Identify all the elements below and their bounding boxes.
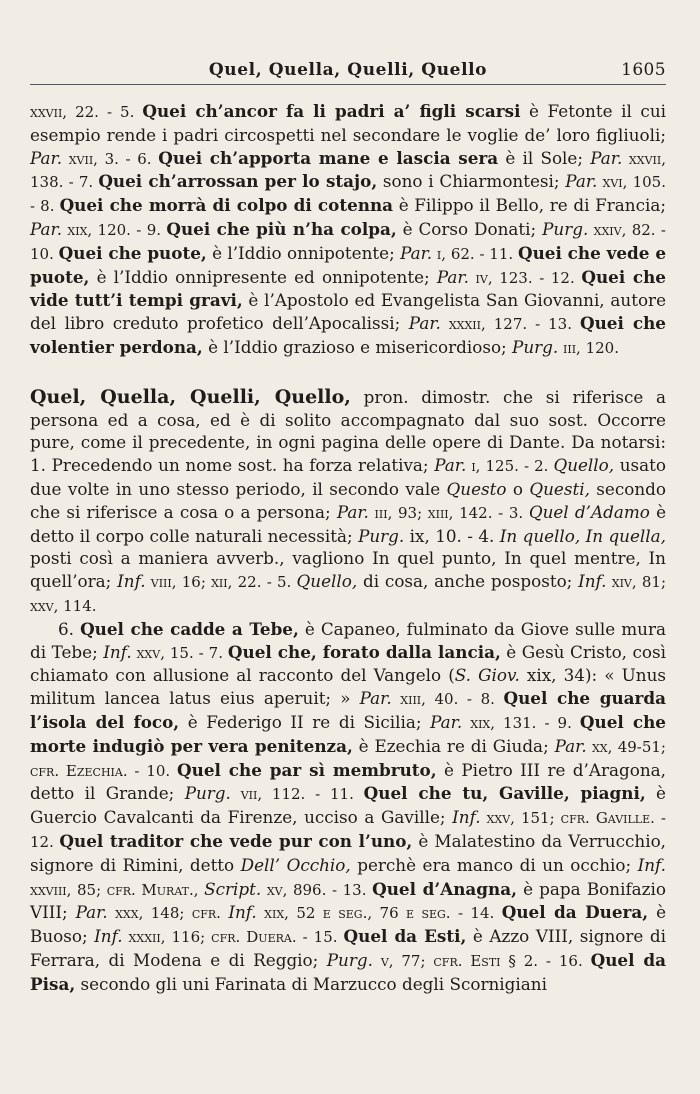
headword-text: Quei che puote, — [58, 242, 207, 263]
body-text-run: xx, 49-51; cfr. Ezechia. - 10. — [30, 737, 666, 780]
body-text-run: iii, 120. — [558, 338, 619, 357]
body-text-run: xix, 120. - 9. — [62, 220, 167, 239]
headword-text: Quel che tu, Gaville, piagni, — [363, 783, 646, 804]
headword-text: Quei ch’apporta mane e lascia sera — [158, 147, 499, 168]
body-text-run: è Guercio Cavalcanti da Firenze, ucciso a Gaville; — [30, 783, 666, 828]
body-text-run: è Fetonte il cui esempio rende i padri circospetti nel secondare le voglie de’ loro figliuoli; — [30, 101, 667, 145]
page-header — [30, 60, 666, 86]
body-text-run: è Federigo II re di Sicilia; — [179, 711, 431, 732]
headword-text: Quel, Quella, Quelli, Quello, — [30, 385, 351, 408]
citation-text: Par. — [554, 735, 587, 756]
body-text-run: iii, 93; xiii, 142. - 3. — [368, 503, 529, 522]
headword-text: Quel da Pisa, — [30, 949, 666, 994]
body-text-run: è detto il corpo colle naturali necessità; — [30, 501, 667, 546]
headword-text: Quel che morte indugiò per vera penitenza, — [30, 711, 666, 756]
citation-text: Par. — [336, 501, 369, 522]
headword-text: Quel da Duera, — [501, 902, 649, 923]
body-text-run: pron. dimostr. che si riferisce a persona ed a cosa, ed è di solito accompagnato dal suo sost. Occorre pure, come il precedente, in ogni pagina delle opere di Dante. Da notarsi: 1. Precedendo un nome sost. ha forza relativa; — [30, 386, 667, 476]
body-text-run: xxv, 15. - 7. — [131, 643, 228, 662]
header-rule — [30, 84, 666, 85]
citation-text: Questi, — [529, 478, 590, 499]
citation-text: Script. — [204, 878, 262, 899]
body-text-run: xxviii, 85; cfr. Murat., — [30, 880, 205, 899]
body-text-run: è Filippo il Bello, re di Francia; — [393, 195, 667, 216]
body-text-run: è Gesù Cristo, così chiamato con allusione al racconto del Vangelo ( — [30, 641, 666, 686]
body-text-run: xxx, 148; cfr. — [107, 904, 229, 923]
citation-text: Inf. — [103, 641, 132, 662]
dictionary-body — [30, 100, 666, 995]
running-head: Quel, Quella, Quelli, Quello — [208, 60, 488, 80]
body-text-run: xiv, 81; xxv, 114. — [30, 573, 666, 615]
body-text-run: xiii, 40. - 8. — [391, 690, 504, 709]
body-text-run: xxxii, 127. - 13. — [440, 315, 580, 334]
citation-text: Par. — [565, 171, 598, 192]
body-text-run: vii, 112. - 11. — [230, 785, 364, 804]
citation-text: Inf. — [228, 902, 257, 923]
body-text-run: è Ezechia re di Giuda; — [352, 735, 555, 756]
body-text-run: xv, 896. - 13. — [261, 880, 373, 899]
headword-text: Quel d’Anagna, — [372, 878, 517, 899]
citation-text: Par. — [408, 313, 441, 334]
body-text-run: i, 125. - 2. — [466, 457, 554, 476]
citation-text: S. Giov. — [454, 665, 520, 686]
citation-text: Purg. — [512, 336, 559, 357]
body-text-run: iv, 123. - 12. — [468, 268, 582, 287]
body-text-run: ix, 10. - 4. — [404, 525, 500, 546]
citation-text: Purg. — [184, 783, 231, 804]
body-text-run: viii, 16; xii, 22. - 5. — [145, 573, 297, 592]
paragraph-entry-main — [30, 386, 666, 618]
headword-text: Quel che, forato dalla lancia, — [227, 641, 501, 662]
paragraph-entry-senses — [30, 618, 666, 996]
body-text-run: o — [506, 478, 530, 499]
page — [30, 0, 666, 1094]
headword-text: Quei che vide tutt’i tempi gravi, — [30, 266, 666, 311]
headword-text: Quei che vede e puote, — [30, 242, 667, 287]
body-text-run: usato due volte in uno stesso periodo, il secondo vale — [30, 455, 666, 499]
body-text-run: è Malatestino da Verrucchio, signore di Rimini, detto — [30, 830, 667, 875]
body-text-run: xxiv, 82. - 10. — [30, 220, 666, 263]
headword-text: Quei che morrà di colpo di cotenna — [59, 195, 394, 216]
citation-text: Par. — [430, 711, 463, 732]
citation-text: Inf. — [452, 807, 481, 828]
headword-text: Quei che più n’ha colpa, — [166, 218, 397, 239]
citation-text: Inf. — [637, 854, 666, 875]
body-text-run: xxxii, 116; cfr. Duera. - 15. — [122, 928, 344, 947]
citation-text: Par. — [30, 218, 63, 239]
body-text-run: è papa Bonifazio VIII; — [30, 878, 666, 923]
body-text-run: v, 77; cfr. Esti § 2. - 16. — [372, 951, 591, 970]
body-text-run: xix, 131. - 9. — [462, 713, 580, 732]
headword-text: Quei ch’arrossan per lo stajo, — [98, 171, 378, 192]
citation-text: Inf. — [117, 571, 146, 592]
citation-text: Purg. — [542, 218, 589, 239]
body-text-run: secondo gli uni Farinata di Marzucco degli Scornigiani — [75, 973, 547, 994]
body-text-run: i, 62. - 11. — [432, 244, 518, 263]
body-text-run: xix, 52 e seg., 76 e seg. - 14. — [256, 904, 502, 923]
citation-text: Purg. — [326, 949, 373, 970]
body-text-run: è il Sole; — [498, 147, 591, 168]
body-text-run: xix, 34): « Unus militum lancea latus eius aperuit; » — [30, 665, 666, 709]
body-text-run: è l’Iddio grazioso e misericordioso; — [202, 336, 513, 357]
citation-text: Quello, — [296, 571, 358, 592]
citation-text: Inf. — [578, 571, 607, 592]
body-text-run: di cosa, anche posposto; — [357, 571, 579, 592]
citation-text: Par. — [359, 688, 392, 709]
citation-text: Inf. — [94, 926, 123, 947]
body-text-run: xxvii, 138. - 7. — [30, 149, 666, 192]
citation-text: Par. — [75, 902, 108, 923]
paragraph-continuation — [30, 100, 666, 360]
body-text-run: è Capaneo, fulminato da Giove sulle mura di Tebe; — [30, 618, 666, 662]
body-text-run: xvi, 105. - 8. — [30, 173, 666, 216]
body-text-run: è Pietro III re d’Aragona, detto il Grande; — [30, 759, 667, 804]
citation-text: Par. — [434, 455, 467, 476]
body-text-run: è Corso Donati; — [396, 218, 543, 239]
headword-text: Quel che guarda l’isola del foco, — [30, 688, 666, 732]
citation-text: Quello, — [553, 455, 615, 476]
headword-text: Quei che volentier perdona, — [30, 313, 666, 357]
citation-text: Dell’ Occhio, — [240, 854, 351, 875]
body-text-run: sono i Chiarmontesi; — [377, 171, 566, 192]
headword-text: Quel che cadde a Tebe, — [80, 618, 299, 639]
citation-text: Questo — [446, 478, 507, 499]
citation-text: Purg. — [358, 525, 405, 546]
citation-text: Par. — [400, 242, 433, 263]
body-text-run: secondo che si riferisce a cosa o a persona; — [30, 478, 666, 522]
headword-text: Quel che par sì membruto, — [177, 759, 437, 780]
body-text-run: è l’Iddio onnipotente; — [206, 242, 401, 263]
body-text-run: è Buoso; — [30, 902, 667, 947]
citation-text: Par. — [590, 147, 623, 168]
paragraph-gap — [30, 360, 666, 386]
body-text-run: è l’Iddio onnipresente ed onnipotente; — [89, 266, 437, 287]
body-text-run: è Azzo VIII, signore di Ferrara, di Modena e di Reggio; — [30, 926, 666, 970]
citation-text: In quello, In quella, — [499, 525, 666, 546]
body-text-run: xxv, 151; cfr. Gaville. - 12. — [30, 809, 666, 851]
page-number: 1605 — [621, 60, 666, 80]
headword-text: Quei ch’ancor fa li padri a’ figli scarsi — [142, 101, 521, 121]
citation-text: Par. — [436, 266, 469, 287]
body-text-run: è l’Apostolo ed Evangelista San Giovanni, autore del libro creduto profetico dell’Apocalissi; — [30, 290, 667, 334]
citation-text: Quel d’Adamo — [528, 501, 650, 522]
headword-text: Quel da Esti, — [343, 926, 467, 947]
headword-text: Quel traditor che vede pur con l’uno, — [59, 830, 413, 851]
citation-text: Par. — [30, 147, 63, 168]
body-text-run: xvii, 3. - 6. — [62, 149, 159, 168]
body-text-run: 6. — [58, 618, 81, 639]
body-text-run: xxvii, 22. - 5. — [30, 103, 143, 121]
body-text-run: perchè era manco di un occhio; — [350, 854, 638, 875]
body-text-run: posti così a maniera avverb., vagliono In quel punto, In quel mentre, In quell’ora; — [30, 548, 666, 592]
